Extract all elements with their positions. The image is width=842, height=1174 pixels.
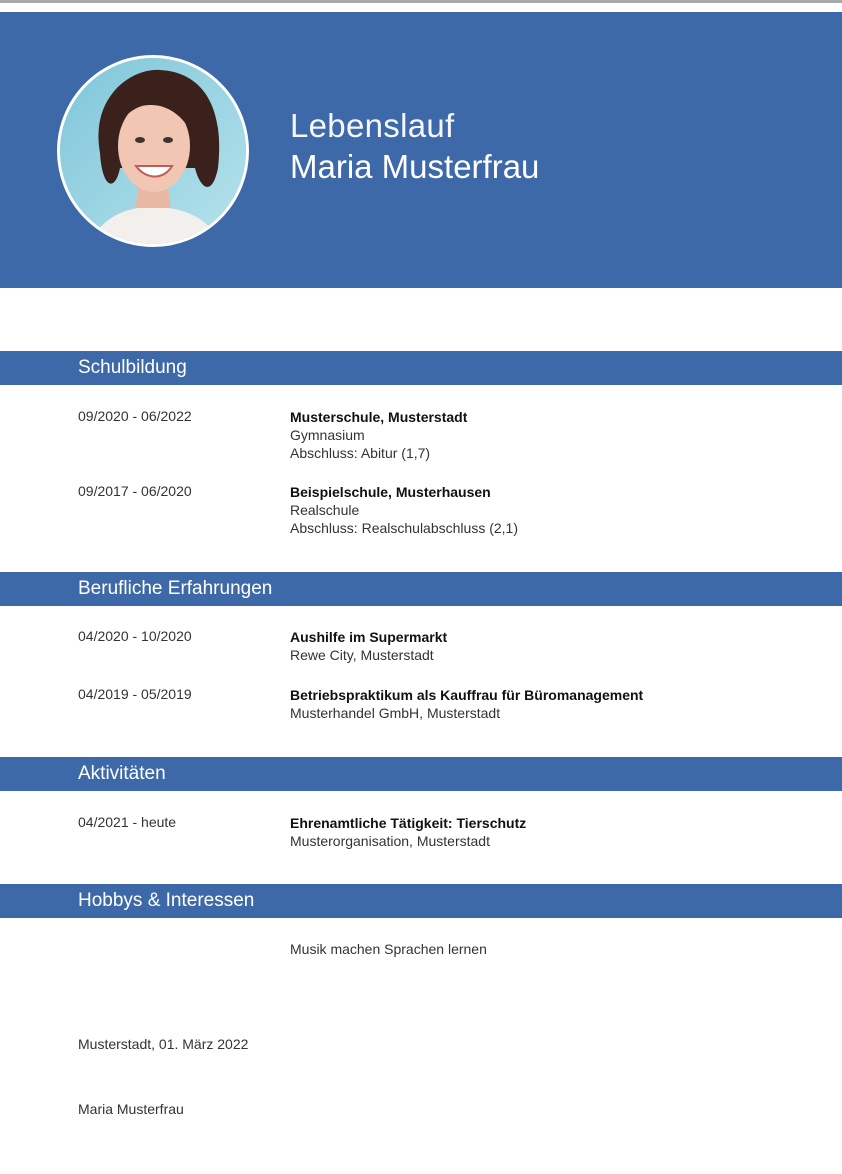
section-title: Aktivitäten: [78, 763, 166, 784]
entry-date: 04/2019 - 05/2019: [78, 686, 192, 702]
entry-date: 09/2020 - 06/2022: [78, 408, 192, 424]
entry-title: Ehrenamtliche Tätigkeit: Tierschutz: [290, 815, 527, 831]
entry-date: 09/2017 - 06/2020: [78, 483, 192, 499]
entry-details: [290, 628, 447, 664]
profile-photo: [57, 55, 249, 247]
entry-line: Abschluss: Abitur (1,7): [290, 445, 431, 461]
section-title: Hobbys & Interessen: [78, 890, 255, 911]
section-header-schulbildung: [0, 351, 842, 385]
entry-details: [290, 686, 643, 722]
section-header-hobbys: [0, 884, 842, 918]
place-date: Musterstadt, 01. März 2022: [78, 1036, 249, 1052]
entry-line: Rewe City, Musterstadt: [290, 647, 434, 663]
section-header-aktivitaeten: [0, 757, 842, 791]
entry-line: Musterhandel GmbH, Musterstadt: [290, 705, 501, 721]
entry-line: Realschule: [290, 502, 360, 518]
entry-details: [290, 483, 518, 537]
signature-name: Maria Musterfrau: [78, 1101, 184, 1117]
document-type: Lebenslauf: [290, 107, 455, 144]
entry-title: Aushilfe im Supermarkt: [290, 629, 448, 645]
entry-title: Beispielschule, Musterhausen: [290, 484, 491, 500]
header-titles: [290, 106, 539, 188]
section-header-erfahrungen: [0, 572, 842, 606]
entry-title: Musterschule, Musterstadt: [290, 409, 468, 425]
hobbys-text: Musik machen Sprachen lernen: [290, 941, 487, 957]
entry-line: Gymnasium: [290, 427, 365, 443]
entry-date: 04/2021 - heute: [78, 814, 177, 830]
person-name: Maria Musterfrau: [290, 148, 540, 185]
entry-details: [290, 814, 526, 850]
entry-date: 04/2020 - 10/2020: [78, 628, 192, 644]
entry-line: Musterorganisation, Musterstadt: [290, 833, 490, 849]
section-title: Berufliche Erfahrungen: [78, 578, 273, 599]
header-banner: [0, 12, 842, 288]
entry-line: Abschluss: Realschulabschluss (2,1): [290, 520, 518, 536]
entry-title: Betriebspraktikum als Kauffrau für Büromanagement: [290, 687, 644, 703]
top-rule: [0, 0, 842, 3]
section-title: Schulbildung: [78, 357, 187, 378]
entry-details: [290, 408, 467, 462]
